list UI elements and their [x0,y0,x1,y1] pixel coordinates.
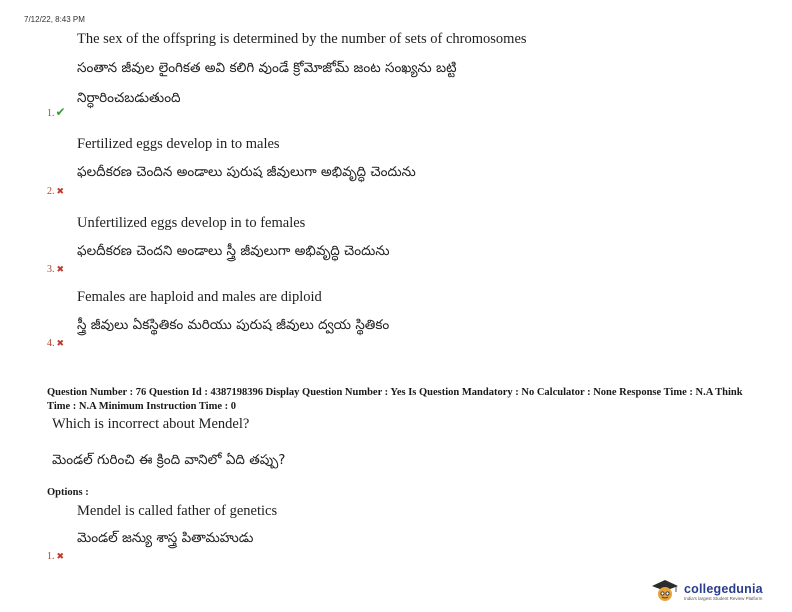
cross-icon: ✖ [56,264,65,274]
option-1-telugu: సంతాన జీవుల లైంగికత అవి కలిగి వుండే క్రోమోజోమ్ జంట సంఖ్యను బట్టి [77,60,457,76]
option-number: 4. [47,338,55,349]
option-2-telugu: ఫలదీకరణ చెందిన అండాలు పురుష జీవులుగా అభివృద్ధి చెందును [77,164,416,180]
logo-name: collegedunia [684,581,763,596]
option-3-telugu: ఫలదీకరణ చెందని అండాలు స్త్రీ జీవులుగా అభివృద్ధి చెందును [77,243,390,259]
option-4-marker [47,333,64,351]
logo-tagline: India's largest Student Review Platform [684,595,763,601]
q76-option-1-telugu: మెండల్ జన్యు శాస్త్ర పితామహుడు [77,530,254,546]
question-telugu: మెండల్ గురించి ఈ క్రింది వానిలో ఏది తప్పు? [52,452,286,468]
print-timestamp: 7/12/22, 8:43 PM [24,15,85,24]
option-number: 2. [47,186,55,197]
option-3-english: Unfertilized eggs develop in to females [77,215,306,231]
student-cap-icon [650,578,680,604]
option-number: 1. [47,108,55,119]
option-4-english: Females are haploid and males are diploid [77,289,322,305]
option-number: 3. [47,264,55,275]
option-2-marker [47,181,64,199]
option-2-english: Fertilized eggs develop in to males [77,136,280,152]
option-3-marker [47,259,64,277]
option-number: 1. [47,551,55,562]
q76-option-1-marker [47,546,64,564]
cross-icon: ✖ [56,186,65,196]
option-4-telugu: స్త్రీ జీవులు ఏకస్థితికం మరియు పురుష జీవులు ద్వయ స్థితికం [77,317,390,333]
collegedunia-logo [650,578,763,604]
question-english: Which is incorrect about Mendel? [52,416,250,432]
option-1-english: The sex of the offspring is determined by the number of sets of chromosomes [77,31,527,47]
options-label: Options : [47,487,89,498]
question-meta: Question Number : 76 Question Id : 4387198396 Display Question Number : Yes Is Question Mandatory : No Calculator : None Response Time : N.A Think Time : N.A Minimum Instruction Time : 0 [47,387,743,412]
cross-icon: ✖ [56,551,65,561]
check-icon: ✔ [55,105,66,119]
option-1-telugu-line2: నిర్ధారించబడుతుంది [77,90,181,106]
q76-option-1-english: Mendel is called father of genetics [77,503,278,519]
option-1-marker [47,103,66,121]
cross-icon: ✖ [56,338,65,348]
